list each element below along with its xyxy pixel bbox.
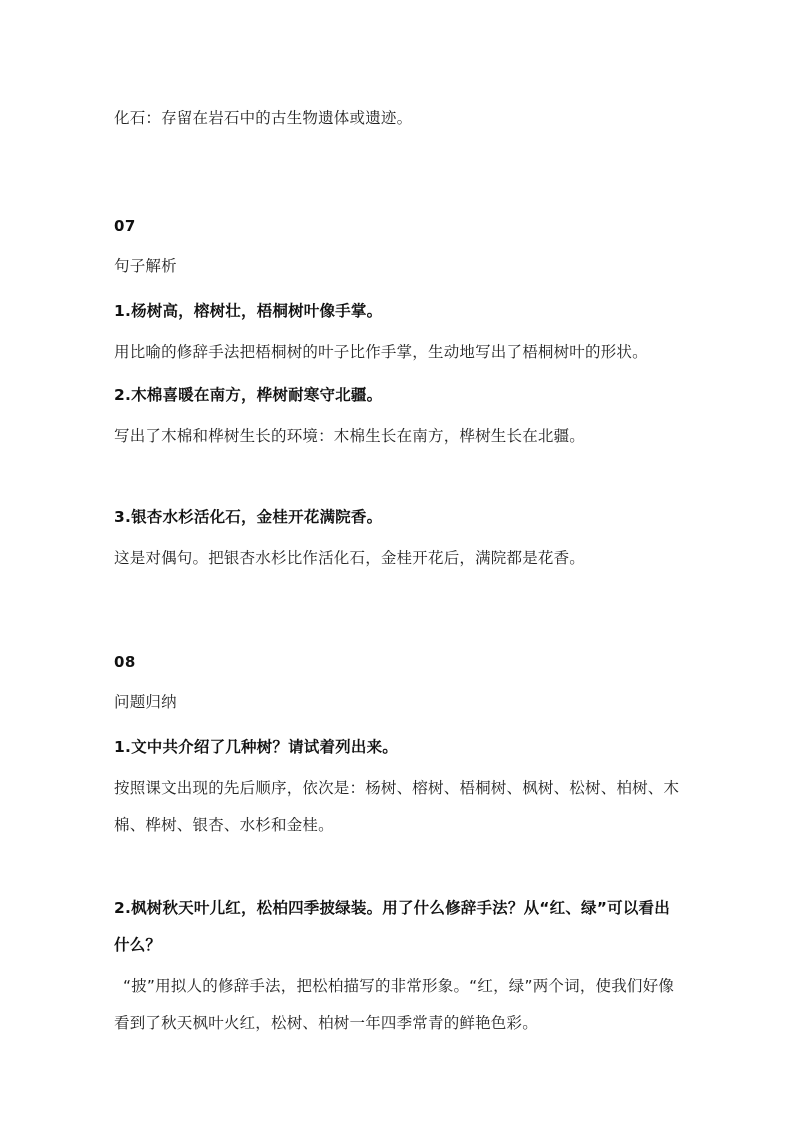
spacer [114, 577, 680, 647]
spacer [114, 844, 680, 890]
section-08 [114, 647, 680, 1042]
answer-text: 这是对偶句。把银杏水杉比作活化石，金桂开花后，满院都是花香。 [114, 549, 586, 567]
spacer [114, 241, 680, 248]
question-text: 2.枫树秋天叶儿红，松柏四季披绿装。用了什么修辞手法？从“红、绿”可以看出什么？ [114, 899, 670, 954]
spacer [114, 284, 680, 293]
question-text: 3.银杏水杉活化石，金桂开花满院香。 [114, 508, 383, 526]
lead-paragraph: 化石：存留在岩石中的古生物遗体或遗迹。 [114, 109, 413, 127]
spacer [114, 455, 680, 499]
section-number: 08 [114, 653, 136, 671]
spacer [114, 720, 680, 729]
section-number: 07 [114, 217, 136, 235]
document-content [114, 100, 680, 1042]
answer-text: 用比喻的修辞手法把梧桐树的叶子比作手掌，生动地写出了梧桐树叶的形状。 [114, 343, 648, 361]
section-subtitle: 问题归纳 [114, 693, 177, 711]
question-text: 1.杨树高，榕树壮，梧桐树叶像手掌。 [114, 302, 383, 320]
section-07 [114, 211, 680, 577]
answer-text: 写出了木棉和桦树生长的环境：木棉生长在南方，桦树生长在北疆。 [114, 427, 586, 445]
spacer [114, 677, 680, 684]
answer-text: “披”用拟人的修辞手法，把松柏描写的非常形象。“红，绿”两个词，使我们好像看到了秋天枫叶火红，松树、柏树一年四季常青的鲜艳色彩。 [114, 977, 675, 1032]
question-text: 1.文中共介绍了几种树？请试着列出来。 [114, 738, 398, 756]
answer-text: 按照课文出现的先后顺序，依次是：杨树、榕树、梧桐树、枫树、松树、柏树、木棉、桦树、银杏、水杉和金桂。 [114, 779, 680, 834]
spacer [114, 137, 680, 211]
section-subtitle: 句子解析 [114, 257, 177, 275]
question-text: 2.木棉喜暖在南方，桦树耐寒守北疆。 [114, 386, 383, 404]
